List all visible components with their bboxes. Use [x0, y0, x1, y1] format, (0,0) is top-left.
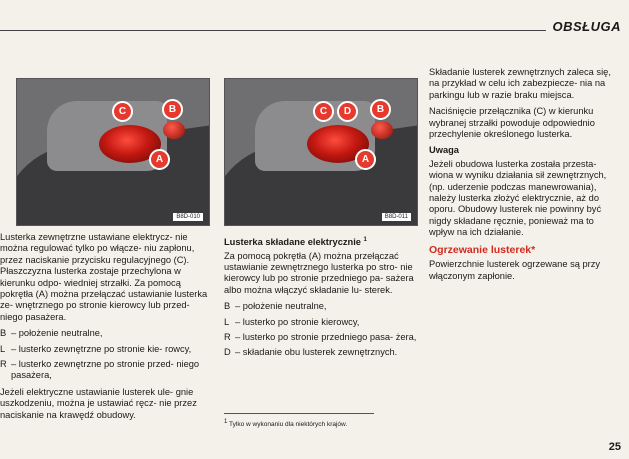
- paragraph: Składanie lusterek zewnętrznych zaleca się, na przykład w celu ich zabezpiecze- nia na parkingu lub w razie braku miejsca.: [429, 67, 611, 100]
- footnote-text: Tylko w wykonaniu dla niektórych krajów.: [229, 421, 348, 429]
- column-right: [429, 67, 621, 287]
- list-item: [0, 344, 208, 355]
- header-rule: [0, 30, 546, 31]
- callout-a: A: [149, 149, 170, 170]
- paragraph: Jeżeli elektryczne ustawianie lusterek ule- gnie uszkodzeniu, można je ustawiać ręcz- nie przez naciskanie na krawędź obudowy.: [0, 386, 197, 420]
- list-key: R: [224, 331, 231, 342]
- section-heading: [224, 235, 417, 249]
- list-item: [0, 359, 208, 382]
- mirror-button: [371, 121, 393, 139]
- list-key: R: [0, 359, 7, 370]
- paragraph: Lusterka zewnętrzne ustawiane elektrycz- nie można regulować tylko po włącze- niu zapłonu, przez naciskanie przycisku regulacyjnego (C). Płaszczyzna lusterka zostaje przechylona w kierunku odpo- wiedniej strzałki. Za pomocą pokrętła (A) można przełączać ustawianie lusterka ze- wnętrznego po stronie kierowcy lub przed- niego pasażera.: [0, 232, 208, 322]
- footnote-mark: 1: [224, 419, 228, 425]
- callout-c: C: [112, 101, 133, 122]
- warning-heading: Uwaga: [429, 145, 459, 156]
- list-key: L: [224, 316, 230, 327]
- list-text: – składanie obu lusterek zewnętrznych.: [235, 347, 398, 358]
- paragraph: Za pomocą pokrętła (A) można przełączać ustawianie zewnętrznego lusterka po stro- nie kierowcy lub po stronie przedniego pa- sażera albo można włączyć składanie lu- sterek.: [224, 250, 414, 295]
- callout-c: C: [313, 101, 334, 122]
- page-number: 25: [608, 441, 621, 453]
- footnote-rule: [224, 413, 374, 414]
- list-key: B: [0, 328, 7, 339]
- list-key: L: [0, 343, 6, 354]
- list-item: [0, 328, 208, 339]
- figure-mirror-control-1: [16, 78, 210, 226]
- figure-code: B8D-011: [382, 213, 411, 221]
- list-text: – lusterko po stronie przedniego pasa- żera,: [235, 331, 417, 342]
- callout-d: D: [337, 101, 358, 122]
- list-item: [224, 301, 417, 312]
- list-text: – położenie neutralne,: [235, 301, 327, 312]
- list-text: – położenie neutralne,: [11, 328, 103, 339]
- list-key: B: [224, 301, 231, 312]
- list-key: D: [224, 347, 231, 358]
- warning-text: Jeżeli obudowa lusterka została przesta- wiona w wyniku działania sił zewnętrznych, (np. uderzenie podczas manewrowania), należy lusterka złożyć elektrycznie, aż do oporu. Obudowy lusterek nie powinny być nigdy składane ręcznie, ponieważ ma to wpływ na ich działanie.: [429, 158, 607, 238]
- list-text: – lusterko zewnętrzne po stronie przed- niego pasażera,: [11, 359, 200, 381]
- list-item: [224, 347, 417, 358]
- column-middle: [224, 232, 417, 364]
- mirror-button: [163, 121, 185, 139]
- switch-position-list: [224, 301, 417, 359]
- heading-text: Lusterka składane elektrycznie: [224, 237, 361, 248]
- list-item: [224, 317, 417, 328]
- list-text: – lusterko po stronie kierowcy,: [235, 316, 360, 327]
- callout-a: A: [355, 149, 376, 170]
- page-header-title: OBSŁUGA: [552, 19, 621, 34]
- figure-code: B8D-010: [173, 213, 203, 221]
- list-item: [224, 332, 417, 343]
- column-left: [0, 232, 208, 426]
- paragraph: Naciśnięcie przełącznika (C) w kierunku wybranej strzałki powoduje odpowiednio przechylenie określonego lusterka.: [429, 106, 595, 140]
- callout-b: B: [370, 99, 391, 120]
- list-text: – lusterko zewnętrzne po stronie kie- rowcy,: [11, 343, 192, 354]
- callout-b: B: [162, 99, 183, 120]
- figure-mirror-control-2: [224, 78, 418, 226]
- paragraph: Powierzchnie lusterek ogrzewane są przy włączonym zapłonie.: [429, 259, 601, 281]
- footnote-ref: 1: [363, 237, 367, 243]
- footnote: [224, 419, 347, 428]
- section-heading-heating: Ogrzewanie lusterek*: [429, 243, 536, 256]
- switch-position-list: [0, 328, 208, 382]
